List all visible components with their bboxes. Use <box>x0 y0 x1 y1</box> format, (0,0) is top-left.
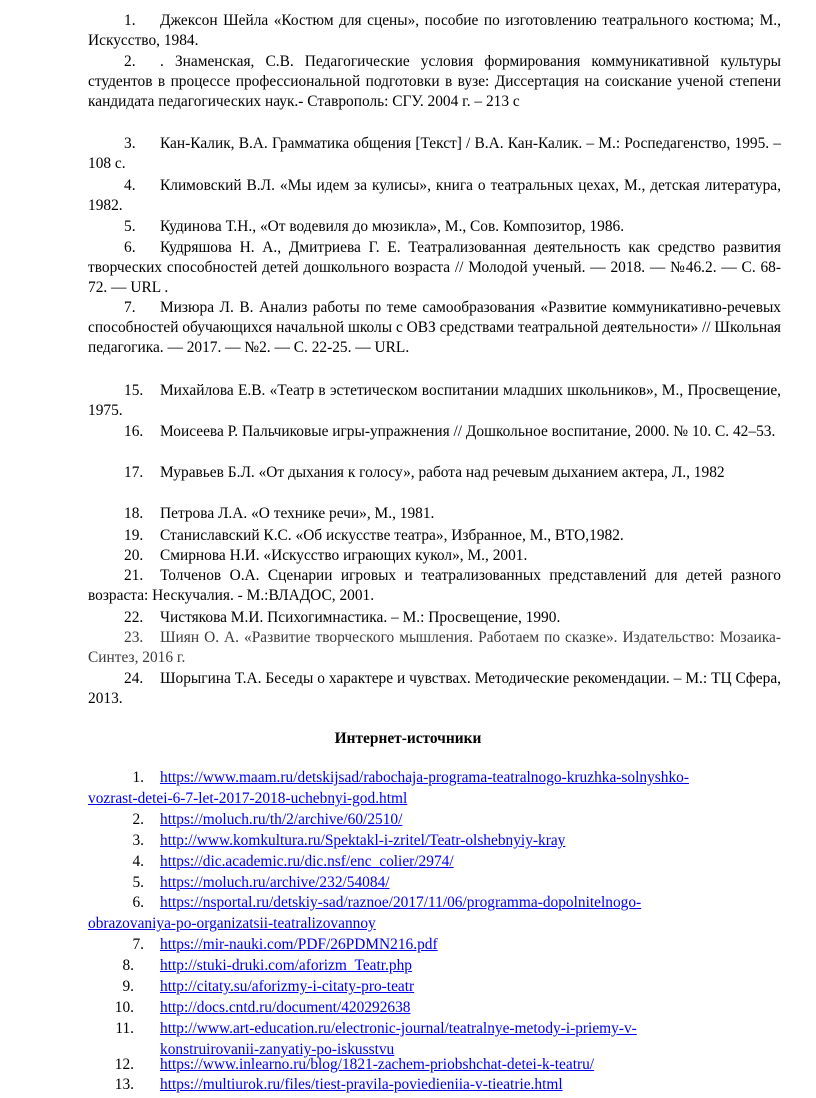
source-link[interactable]: https://www.inlearno.ru/blog/1821-zachem-priobshchat-detei-k-teatru/ <box>160 1056 595 1073</box>
reference-number: 16. <box>124 423 144 440</box>
reference-text: Михайлова Е.В. «Театр в эстетическом воспитании младших школьников», М., Просвещение, 1975. <box>88 382 781 419</box>
reference-text: Мизюра Л. В. Анализ работы по теме самообразования «Развитие коммуникативно-речевых способностей обучающихся начальной школы с ОВЗ средствами театральной деятельности» // Школьная педагогика. — 2017. — №2. — С. 22-25. — URL. <box>88 299 781 356</box>
reference-item <box>88 134 781 174</box>
reference-text: Чистякова М.И. Психогимнастика. – М.: Просвещение, 1990. <box>160 609 561 626</box>
reference-item <box>88 11 781 51</box>
reference-number: 17. <box>124 464 144 481</box>
reference-number: 7. <box>124 299 136 316</box>
reference-number: 5. <box>124 218 136 235</box>
reference-number: 20. <box>124 547 144 564</box>
source-link[interactable]: http://citaty.su/aforizmy-i-citaty-pro-teatr <box>160 978 415 995</box>
reference-number: 1. <box>124 12 136 29</box>
reference-item <box>88 381 781 421</box>
source-link[interactable]: https://multiurok.ru/files/tiest-pravila-poviedieniia-v-tieatrie.html <box>160 1076 563 1093</box>
reference-item <box>88 298 781 358</box>
source-link[interactable]: https://mir-nauki.com/PDF/26PDMN216.pdf <box>160 936 438 953</box>
reference-text: Муравьев Б.Л. «От дыхания к голосу», работа над речевым дыханием актера, Л., 1982 <box>160 464 725 481</box>
source-link[interactable]: http://www.komkultura.ru/Spektakl-i-zritel/Teatr-olshebnyiy-kray <box>160 832 566 849</box>
source-link-continuation[interactable]: vozrast-detei-6-7-let-2017-2018-uchebnyi-god.html <box>88 790 408 807</box>
source-link[interactable]: http://www.art-education.ru/electronic-journal/teatralnye-metody-i-priemy-v- <box>160 1020 637 1037</box>
link-number: 10. <box>114 999 134 1016</box>
source-link[interactable]: https://dic.academic.ru/dic.nsf/enc_colier/2974/ <box>160 853 454 870</box>
link-number: 9. <box>122 978 134 995</box>
reference-item <box>88 566 781 606</box>
reference-text: Кан-Калик, В.А. Грамматика общения [Текст] / В.А. Кан-Калик. – М.: Роспедагенство, 1995. – 108 с. <box>88 135 781 172</box>
link-number: 1. <box>132 769 144 786</box>
reference-text: Кудряшова Н. А., Дмитриева Г. Е. Театрализованная деятельность как средство развития творческих способностей детей дошкольного возраста // Молодой ученый. — 2018. — №46.2. — С. 68-72. — URL . <box>88 239 781 296</box>
reference-item <box>88 52 781 112</box>
source-link[interactable]: https://www.maam.ru/detskijsad/rabochaja-programa-teatralnogo-kruzhka-solnyshko- <box>160 769 689 786</box>
reference-text: Шиян О. А. «Развитие творческого мышления. Работаем по сказке». Издательство: Мозаика-Синтез, 2016 г. <box>88 629 781 666</box>
reference-item <box>88 463 781 483</box>
reference-item <box>88 526 781 546</box>
reference-text: Станиславский К.С. «Об искусстве театра», Избранное, М., ВТО,1982. <box>160 527 624 544</box>
reference-number: 15. <box>124 382 144 399</box>
source-link[interactable]: https://moluch.ru/th/2/archive/60/2510/ <box>160 811 403 828</box>
reference-text: Моисеева Р. Пальчиковые игры-упражнения // Дошкольное воспитание, 2000. № 10. С. 42–53. <box>160 423 776 440</box>
reference-item <box>88 608 781 628</box>
link-number: 2. <box>132 811 144 828</box>
reference-item <box>88 669 781 709</box>
link-number: 5. <box>132 874 144 891</box>
reference-number: 18. <box>124 505 144 522</box>
reference-number: 23. <box>124 629 144 646</box>
source-link-continuation[interactable]: obrazovaniya-po-organizatsii-teatralizovannoy <box>88 915 376 932</box>
reference-number: 21. <box>124 567 144 584</box>
reference-item <box>88 422 781 442</box>
link-number: 3. <box>132 832 144 849</box>
reference-text: Толченов О.А. Сценарии игровых и театрализованных представлений для детей разного возраста: Нескучалия. - М.:ВЛАДОС, 2001. <box>88 567 781 604</box>
reference-item <box>88 628 781 668</box>
link-number: 8. <box>122 957 134 974</box>
reference-text: Джексон Шейла «Костюм для сцены», пособие по изготовлению театрального костюма; М., Искусство, 1984. <box>88 12 781 49</box>
reference-text: Кудинова Т.Н., «От водевиля до мюзикла», М., Сов. Композитор, 1986. <box>160 218 625 235</box>
link-number: 4. <box>132 853 144 870</box>
reference-number: 4. <box>124 177 136 194</box>
reference-item <box>88 176 781 216</box>
source-link[interactable]: http://stuki-druki.com/aforizm_Teatr.php <box>160 957 412 974</box>
reference-text: Смирнова Н.И. «Искусство играющих кукол», М., 2001. <box>160 547 528 564</box>
reference-number: 22. <box>124 609 144 626</box>
reference-item <box>88 504 781 524</box>
link-number: 12. <box>114 1056 134 1073</box>
reference-number: 2. <box>124 53 136 70</box>
reference-item <box>88 217 781 237</box>
reference-item <box>88 546 781 566</box>
reference-text: Петрова Л.А. «О технике речи», М., 1981. <box>160 505 435 522</box>
link-number: 6. <box>132 894 144 911</box>
link-number: 13. <box>114 1076 134 1093</box>
source-link[interactable]: https://nsportal.ru/detskiy-sad/raznoe/2017/11/06/programma-dopolnitelnogo- <box>160 894 642 911</box>
source-link[interactable]: https://moluch.ru/archive/232/54084/ <box>160 874 390 891</box>
reference-number: 6. <box>124 239 136 256</box>
source-link-continuation[interactable]: konstruirovanii-zanyatiy-po-iskusstvu <box>160 1041 395 1058</box>
link-number: 7. <box>132 936 144 953</box>
link-number: 11. <box>115 1020 134 1037</box>
reference-text: Шорыгина Т.А. Беседы о характере и чувствах. Методические рекомендации. – М.: ТЦ Сфера, 2013. <box>88 670 781 707</box>
source-link[interactable]: http://docs.cntd.ru/document/420292638 <box>160 999 411 1016</box>
reference-text: . Знаменская, С.В. Педагогические условия формирования коммуникативной культуры студентов в процессе профессиональной подготовки в вузе: Диссертация на соискание ученой степени кандидата педагогических наук.- Ставрополь: СГУ. 2004 г. – 213 с <box>88 53 781 110</box>
reference-text: Климовский В.Л. «Мы идем за кулисы», книга о театральных цехах, М., детская литература, 1982. <box>88 177 781 214</box>
reference-number: 3. <box>124 135 136 152</box>
internet-sources-heading: Интернет-источники <box>334 730 482 747</box>
reference-item <box>88 238 781 298</box>
reference-number: 19. <box>124 527 144 544</box>
reference-number: 24. <box>124 670 144 687</box>
